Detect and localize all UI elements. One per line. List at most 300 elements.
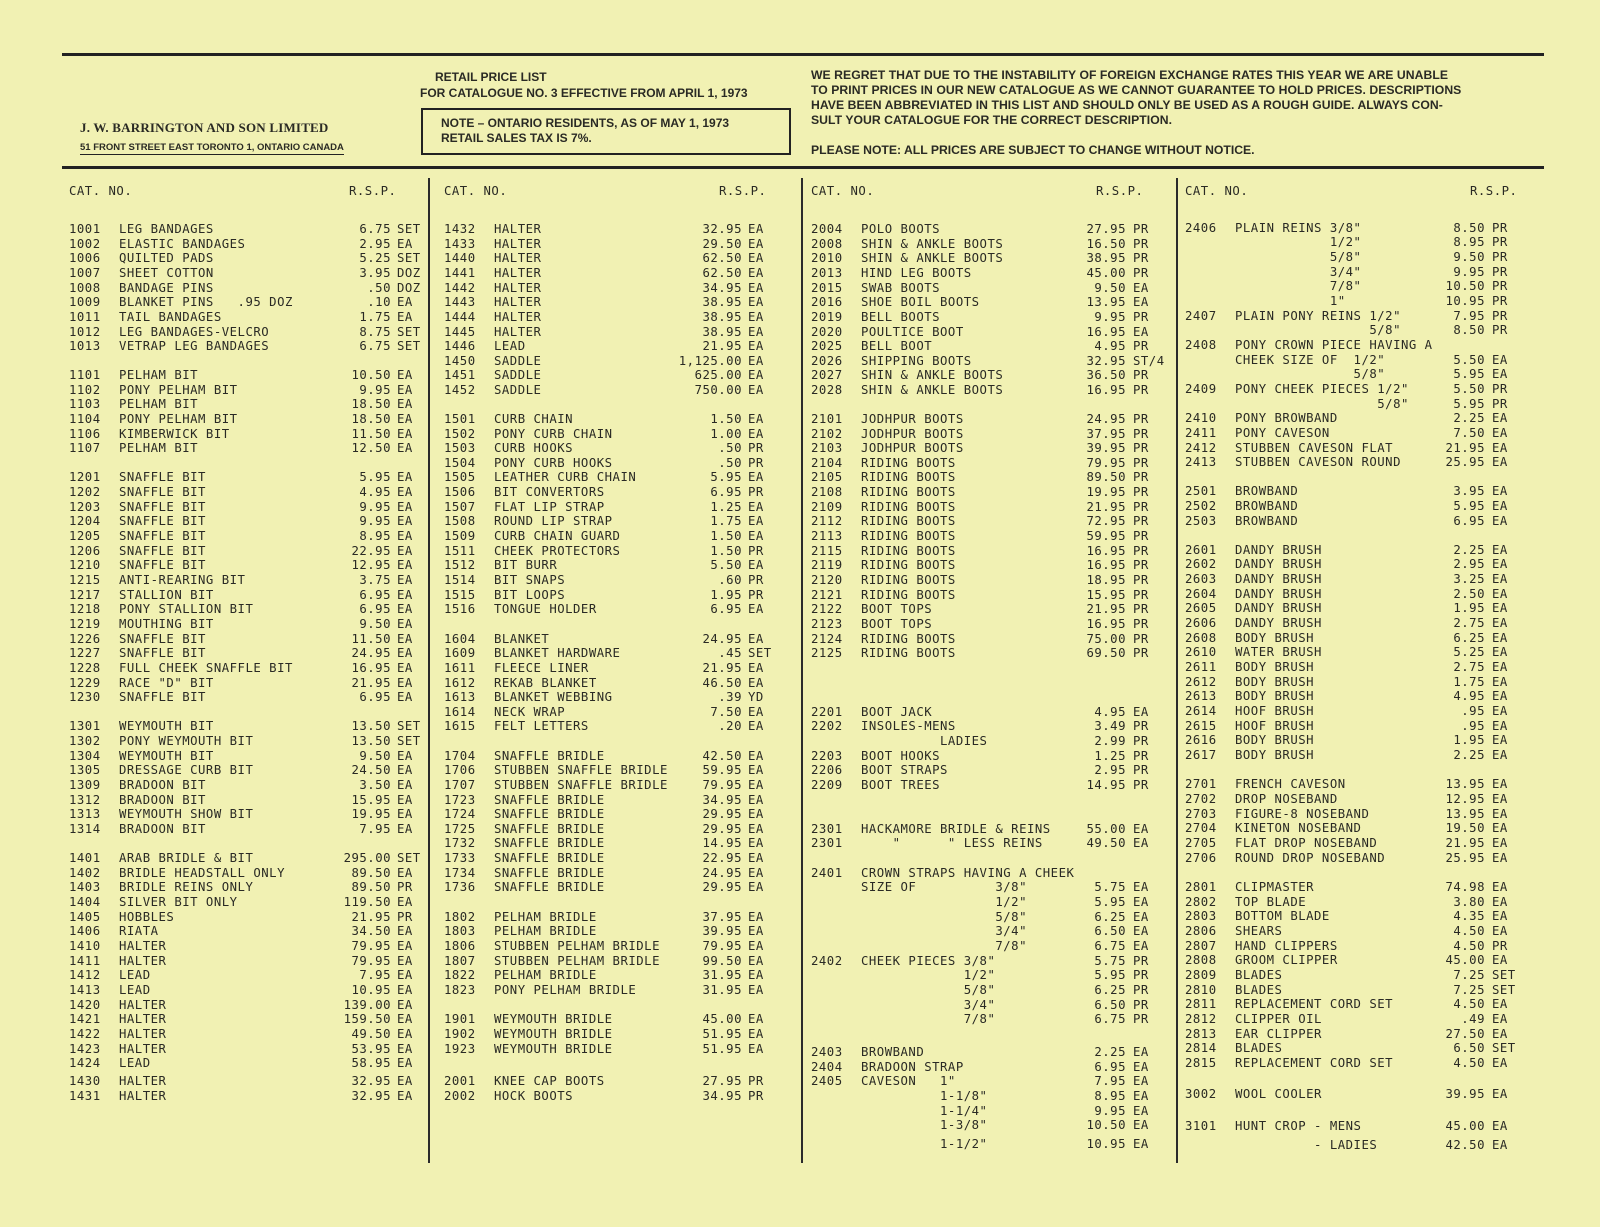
catalogue-number: 1509 — [444, 529, 476, 543]
price-unit: EA — [1133, 1137, 1149, 1151]
price-row — [69, 632, 424, 647]
item-price: 6.25 — [1094, 983, 1126, 997]
item-price: 1.50 — [710, 412, 742, 426]
item-price: 29.50 — [702, 237, 742, 251]
item-description: 1" — [1235, 294, 1346, 308]
item-price: 34.95 — [702, 281, 742, 295]
price-unit: PR — [748, 588, 764, 602]
catalogue-number: 1008 — [69, 281, 101, 295]
price-unit: EA — [748, 851, 764, 865]
catalogue-number: 2617 — [1185, 748, 1217, 762]
item-price: 5.95 — [1453, 499, 1485, 513]
catalogue-number: 2613 — [1185, 689, 1217, 703]
price-unit: EA — [397, 514, 413, 528]
price-row — [69, 222, 424, 237]
price-unit: EA — [1492, 557, 1508, 571]
item-price: 10.95 — [1086, 1137, 1126, 1151]
price-unit: EA — [1492, 689, 1508, 703]
item-price: 34.95 — [702, 1089, 742, 1103]
item-description: SNAFFLE BRIDLE — [494, 851, 605, 865]
catalogue-number: 1822 — [444, 968, 476, 982]
item-description: CAVESON 1" — [861, 1074, 956, 1088]
item-price: 6.95 — [1453, 514, 1485, 528]
catalogue-number: 1412 — [69, 968, 101, 982]
item-description: BRADOON BIT — [119, 778, 206, 792]
item-description: EAR CLIPPER — [1235, 1027, 1322, 1041]
price-unit: EA — [748, 1042, 764, 1056]
item-description: FRENCH CAVESON — [1235, 777, 1346, 791]
catalogue-number: 2121 — [811, 588, 843, 602]
item-price: .10 — [367, 295, 391, 309]
price-unit: EA — [397, 793, 413, 807]
price-row — [811, 1137, 1171, 1152]
item-price: 5.95 — [1453, 367, 1485, 381]
price-row — [69, 807, 424, 822]
item-price: 16.95 — [1086, 383, 1126, 397]
price-unit: PR — [1133, 632, 1149, 646]
price-row — [1185, 338, 1555, 353]
item-price: .50 — [367, 281, 391, 295]
item-description: PLAIN REINS 3/8" — [1235, 221, 1362, 235]
item-price: 21.95 — [1445, 836, 1485, 850]
catalogue-number: 2102 — [811, 427, 843, 441]
price-row — [444, 266, 794, 281]
price-unit: EA — [397, 588, 413, 602]
item-price: 13.50 — [351, 719, 391, 733]
price-unit: EA — [397, 968, 413, 982]
price-unit: EA — [748, 705, 764, 719]
price-row — [811, 383, 1171, 398]
price-row — [69, 1042, 424, 1057]
item-price: 9.50 — [1453, 250, 1485, 264]
item-description: SHEARS — [1235, 924, 1283, 938]
item-description: LEG BANDAGES — [119, 222, 214, 236]
item-description: INSOLES-MENS — [861, 719, 956, 733]
catalogue-number: 1707 — [444, 778, 476, 792]
item-description: JODHPUR BOOTS — [861, 412, 964, 426]
price-unit: PR — [1133, 588, 1149, 602]
item-price: 139.00 — [343, 998, 391, 1012]
item-description: 1-1/8" — [861, 1089, 988, 1103]
item-price: 89.50 — [1086, 470, 1126, 484]
price-unit: EA — [397, 924, 413, 938]
price-unit: EA — [1133, 924, 1149, 938]
price-unit: EA — [397, 895, 413, 909]
price-unit: EA — [748, 661, 764, 675]
catalogue-number: 1227 — [69, 646, 101, 660]
price-unit: PR — [1133, 734, 1149, 748]
catalogue-number: 2403 — [811, 1045, 843, 1059]
item-price: 10.50 — [351, 368, 391, 382]
item-description: ARAB BRIDLE & BIT — [119, 851, 254, 865]
price-unit: EA — [397, 427, 413, 441]
price-row — [444, 954, 794, 969]
price-row — [69, 602, 424, 617]
catalogue-number: 1302 — [69, 734, 101, 748]
price-row — [1185, 983, 1555, 998]
catalogue-number: 1002 — [69, 237, 101, 251]
item-price: 2.25 — [1094, 1045, 1126, 1059]
price-row — [811, 281, 1171, 296]
item-description: DRESSAGE CURB BIT — [119, 763, 254, 777]
catalogue-number: 1228 — [69, 661, 101, 675]
price-row — [444, 719, 794, 734]
price-unit: EA — [1133, 1045, 1149, 1059]
price-unit: EA — [748, 807, 764, 821]
catalogue-number: 1218 — [69, 602, 101, 616]
price-row — [444, 588, 794, 603]
price-unit: EA — [1492, 777, 1508, 791]
catalogue-number: 2701 — [1185, 777, 1217, 791]
price-unit: PR — [1133, 485, 1149, 499]
price-unit: EA — [1133, 880, 1149, 894]
exchange-rate-notice — [811, 68, 1541, 128]
price-unit: EA — [1492, 733, 1508, 747]
catalogue-number: 1734 — [444, 866, 476, 880]
catalogue-number: 1706 — [444, 763, 476, 777]
item-description: HALTER — [119, 1074, 167, 1088]
item-description: POULTICE BOOT — [861, 325, 964, 339]
catalogue-number: 2027 — [811, 368, 843, 382]
notice-line1: WE REGRET THAT DUE TO THE INSTABILITY OF FOREIGN EXCHANGE RATES THIS YEAR WE ARE UNABLE — [811, 68, 1448, 82]
item-price: 21.95 — [1086, 500, 1126, 514]
catalogue-number: 1229 — [69, 676, 101, 690]
price-row — [1185, 792, 1555, 807]
catalogue-number: 1442 — [444, 281, 476, 295]
price-row — [811, 588, 1171, 603]
item-price: 1.50 — [710, 529, 742, 543]
price-unit: EA — [1492, 601, 1508, 615]
item-price: 21.95 — [351, 910, 391, 924]
catalogue-number: 1009 — [69, 295, 101, 309]
catalogue-number: 1102 — [69, 383, 101, 397]
catalogue-number: 2801 — [1185, 880, 1217, 894]
price-row — [1185, 1087, 1555, 1102]
catalogue-number: 2015 — [811, 281, 843, 295]
item-description: 5/8" — [861, 983, 996, 997]
item-description: SILVER BIT ONLY — [119, 895, 238, 909]
item-price: 79.95 — [351, 954, 391, 968]
price-row — [69, 1056, 424, 1071]
item-description: PELHAM BRIDLE — [494, 968, 597, 982]
item-price: 59.95 — [1086, 529, 1126, 543]
item-description: TOP BLADE — [1235, 895, 1307, 909]
item-description: WATER BRUSH — [1235, 645, 1322, 659]
price-unit: SET — [397, 222, 421, 236]
price-unit: EA — [1133, 325, 1149, 339]
price-unit: PR — [1133, 266, 1149, 280]
item-price: 159.50 — [343, 1012, 391, 1026]
item-price: 45.00 — [702, 1012, 742, 1026]
catalogue-number: 1504 — [444, 456, 476, 470]
catalogue-number: 1514 — [444, 573, 476, 587]
item-price: 6.75 — [359, 222, 391, 236]
price-row — [1185, 279, 1555, 294]
item-price: 9.50 — [359, 749, 391, 763]
item-description: BLADES — [1235, 968, 1283, 982]
item-description: RIATA — [119, 924, 159, 938]
item-description: PONY PELHAM BIT — [119, 412, 238, 426]
item-description: SNAFFLE BIT — [119, 544, 206, 558]
item-price: 32.95 — [1086, 354, 1126, 368]
item-description: HOOF BRUSH — [1235, 704, 1315, 718]
catalogue-number: 1226 — [69, 632, 101, 646]
price-row — [444, 939, 794, 954]
item-price: 2.25 — [1453, 411, 1485, 425]
catalogue-number: 1101 — [69, 368, 101, 382]
catalogue-number: 2608 — [1185, 631, 1217, 645]
price-unit: EA — [1133, 939, 1149, 953]
item-description: BLADES — [1235, 1041, 1283, 1055]
price-row — [69, 588, 424, 603]
catalogue-number: 2120 — [811, 573, 843, 587]
catalogue-number: 1301 — [69, 719, 101, 733]
price-unit: EA — [397, 778, 413, 792]
item-price: 24.95 — [351, 646, 391, 660]
catalogue-number: 2809 — [1185, 968, 1217, 982]
price-row — [69, 778, 424, 793]
item-price: 6.75 — [1094, 1012, 1126, 1026]
item-price: 5.25 — [359, 251, 391, 265]
price-unit: EA — [748, 222, 764, 236]
price-unit: PR — [1133, 719, 1149, 733]
price-unit: EA — [1492, 1027, 1508, 1041]
item-description: BOOT TOPS — [861, 617, 933, 631]
price-unit: EA — [1492, 953, 1508, 967]
catalogue-number: 1611 — [444, 661, 476, 675]
item-description: 5/8" — [1235, 397, 1409, 411]
price-row — [69, 383, 424, 398]
item-description: STUBBEN PELHAM BRIDLE — [494, 939, 660, 953]
item-price: 16.50 — [1086, 237, 1126, 251]
price-unit: EA — [397, 310, 413, 324]
item-price: 6.25 — [1453, 631, 1485, 645]
item-price: 1,125.00 — [678, 354, 742, 368]
price-row — [69, 1027, 424, 1042]
item-description: SNAFFLE BIT — [119, 485, 206, 499]
item-description: HALTER — [119, 1042, 167, 1056]
catalogue-number: 1432 — [444, 222, 476, 236]
item-price: 24.95 — [702, 866, 742, 880]
item-description: SIZE OF 3/8" — [861, 880, 1027, 894]
price-unit: EA — [397, 573, 413, 587]
catalogue-number: 2002 — [444, 1089, 476, 1103]
price-unit: EA — [397, 676, 413, 690]
catalogue-number: 1736 — [444, 880, 476, 894]
catalogue-number: 1433 — [444, 237, 476, 251]
item-description: BROWBAND — [1235, 484, 1299, 498]
price-row — [811, 998, 1171, 1013]
catalogue-number: 2108 — [811, 485, 843, 499]
price-unit: EA — [1133, 1074, 1149, 1088]
item-price: 2.99 — [1094, 734, 1126, 748]
item-price: 34.95 — [702, 793, 742, 807]
price-row — [444, 485, 794, 500]
item-price: 11.50 — [351, 632, 391, 646]
rsp-header: R.S.P. — [349, 184, 397, 198]
item-description: 5/8" — [861, 910, 1027, 924]
catalogue-number: 1724 — [444, 807, 476, 821]
price-row — [69, 529, 424, 544]
catalogue-number: 1401 — [69, 851, 101, 865]
price-row — [811, 310, 1171, 325]
item-description: 7/8" — [861, 939, 1027, 953]
price-row — [811, 544, 1171, 559]
catalogue-number: 2001 — [444, 1074, 476, 1088]
item-description: DANDY BRUSH — [1235, 572, 1322, 586]
price-row — [811, 983, 1171, 998]
item-description: 3/4" — [861, 924, 1027, 938]
item-description: HALTER — [119, 1089, 167, 1103]
catalogue-number: 3101 — [1185, 1119, 1217, 1133]
item-price: 25.95 — [1445, 455, 1485, 469]
price-row — [811, 1118, 1171, 1133]
column-divider-2 — [801, 178, 803, 1163]
item-description: BROWBAND — [1235, 499, 1299, 513]
price-unit: EA — [748, 836, 764, 850]
item-description: BLANKET HARDWARE — [494, 646, 621, 660]
price-row — [1185, 616, 1555, 631]
price-row — [444, 807, 794, 822]
item-description: DANDY BRUSH — [1235, 601, 1322, 615]
catalogue-number: 1219 — [69, 617, 101, 631]
item-description: RIDING BOOTS — [861, 500, 956, 514]
item-price: 89.50 — [351, 880, 391, 894]
price-unit: PR — [1133, 1012, 1149, 1026]
price-row — [444, 705, 794, 720]
item-price: 49.50 — [1086, 836, 1126, 850]
catalogue-number: 1230 — [69, 690, 101, 704]
item-description: SHIPPING BOOTS — [861, 354, 972, 368]
item-description: SNAFFLE BRIDLE — [494, 822, 605, 836]
price-row — [69, 237, 424, 252]
price-unit: EA — [748, 983, 764, 997]
price-unit: SET — [1492, 983, 1516, 997]
price-row — [69, 822, 424, 837]
price-row — [1185, 587, 1555, 602]
item-description: KINETON NOSEBAND — [1235, 821, 1362, 835]
item-description: RIDING BOOTS — [861, 529, 956, 543]
item-description: BOOT TOPS — [861, 602, 933, 616]
price-unit: PR — [1133, 749, 1149, 763]
item-price: 13.95 — [1445, 777, 1485, 791]
catalogue-number: 1515 — [444, 588, 476, 602]
item-price: 14.95 — [1086, 778, 1126, 792]
price-row — [69, 866, 424, 881]
price-row — [444, 237, 794, 252]
price-row — [69, 895, 424, 910]
item-price: 21.95 — [702, 339, 742, 353]
price-unit: EA — [748, 339, 764, 353]
price-row — [444, 354, 794, 369]
price-unit: EA — [397, 1027, 413, 1041]
price-unit: EA — [397, 1056, 413, 1070]
item-description: DANDY BRUSH — [1235, 616, 1322, 630]
item-description: HALTER — [494, 251, 542, 265]
item-description: BRIDLE HEADSTALL ONLY — [119, 866, 285, 880]
header-bottom-rule — [62, 166, 1544, 169]
price-unit: SET — [1492, 1041, 1516, 1055]
item-price: 5.75 — [1094, 954, 1126, 968]
price-unit: SET — [397, 719, 421, 733]
item-description: GROOM CLIPPER — [1235, 953, 1338, 967]
price-row — [444, 1089, 794, 1104]
item-description: ROUND LIP STRAP — [494, 514, 613, 528]
item-description: CHEEK SIZE OF 1/2" — [1235, 353, 1386, 367]
item-price: 45.00 — [1445, 953, 1485, 967]
price-unit: PR — [1133, 339, 1149, 353]
item-description: PELHAM BIT — [119, 441, 199, 455]
item-price: 295.00 — [343, 851, 391, 865]
item-price: 12.50 — [351, 441, 391, 455]
price-unit: PR — [1133, 968, 1149, 982]
item-price: 8.95 — [1453, 235, 1485, 249]
catalogue-number: 2614 — [1185, 704, 1217, 718]
item-price: .95 — [1461, 719, 1485, 733]
item-description: STUBBEN CAVESON ROUND — [1235, 455, 1401, 469]
price-row — [444, 368, 794, 383]
item-price: 3.25 — [1453, 572, 1485, 586]
item-price: 12.95 — [351, 558, 391, 572]
price-row — [69, 295, 424, 310]
item-price: 12.95 — [1445, 792, 1485, 806]
price-unit: PR — [1133, 237, 1149, 251]
item-description: SNAFFLE BIT — [119, 632, 206, 646]
company-name: J. W. BARRINGTON AND SON LIMITED — [80, 120, 329, 135]
item-price: 16.95 — [1086, 558, 1126, 572]
item-price: 89.50 — [351, 866, 391, 880]
price-row — [811, 734, 1171, 749]
price-unit: PR — [1133, 310, 1149, 324]
catalogue-number: 1424 — [69, 1056, 101, 1070]
price-row — [1185, 426, 1555, 441]
price-unit: PR — [1133, 778, 1149, 792]
item-description: BIT CONVERTORS — [494, 485, 605, 499]
catalogue-number: 2702 — [1185, 792, 1217, 806]
item-price: 45.00 — [1445, 1119, 1485, 1133]
item-description: SNAFFLE BRIDLE — [494, 836, 605, 850]
price-row — [1185, 221, 1555, 236]
price-row — [1185, 1041, 1555, 1056]
price-unit: EA — [397, 500, 413, 514]
item-description: 1-1/2" — [861, 1137, 988, 1151]
catalogue-number: 1011 — [69, 310, 101, 324]
price-unit: EA — [1492, 353, 1508, 367]
item-price: 42.50 — [1445, 1138, 1485, 1152]
item-description: BLANKET WEBBING — [494, 690, 613, 704]
item-price: 72.95 — [1086, 514, 1126, 528]
item-description: PONY WEYMOUTH BIT — [119, 734, 254, 748]
price-unit: PR — [397, 880, 413, 894]
item-price: 32.95 — [351, 1074, 391, 1088]
catalogue-number: 1733 — [444, 851, 476, 865]
price-unit: EA — [1492, 792, 1508, 806]
price-row — [811, 895, 1171, 910]
item-description: RIDING BOOTS — [861, 558, 956, 572]
catalogue-number: 2119 — [811, 558, 843, 572]
item-description: HALTER — [119, 998, 167, 1012]
price-unit: EA — [1492, 426, 1508, 440]
item-price: 1.50 — [710, 544, 742, 558]
catalogue-number: 3002 — [1185, 1087, 1217, 1101]
catalogue-number: 1723 — [444, 793, 476, 807]
item-description: BIT SNAPS — [494, 573, 566, 587]
item-description: FULL CHEEK SNAFFLE BIT — [119, 661, 293, 675]
item-price: 6.50 — [1094, 924, 1126, 938]
price-unit: ST/4 — [1133, 354, 1165, 368]
item-price: .50 — [718, 456, 742, 470]
catalogue-number: 2814 — [1185, 1041, 1217, 1055]
